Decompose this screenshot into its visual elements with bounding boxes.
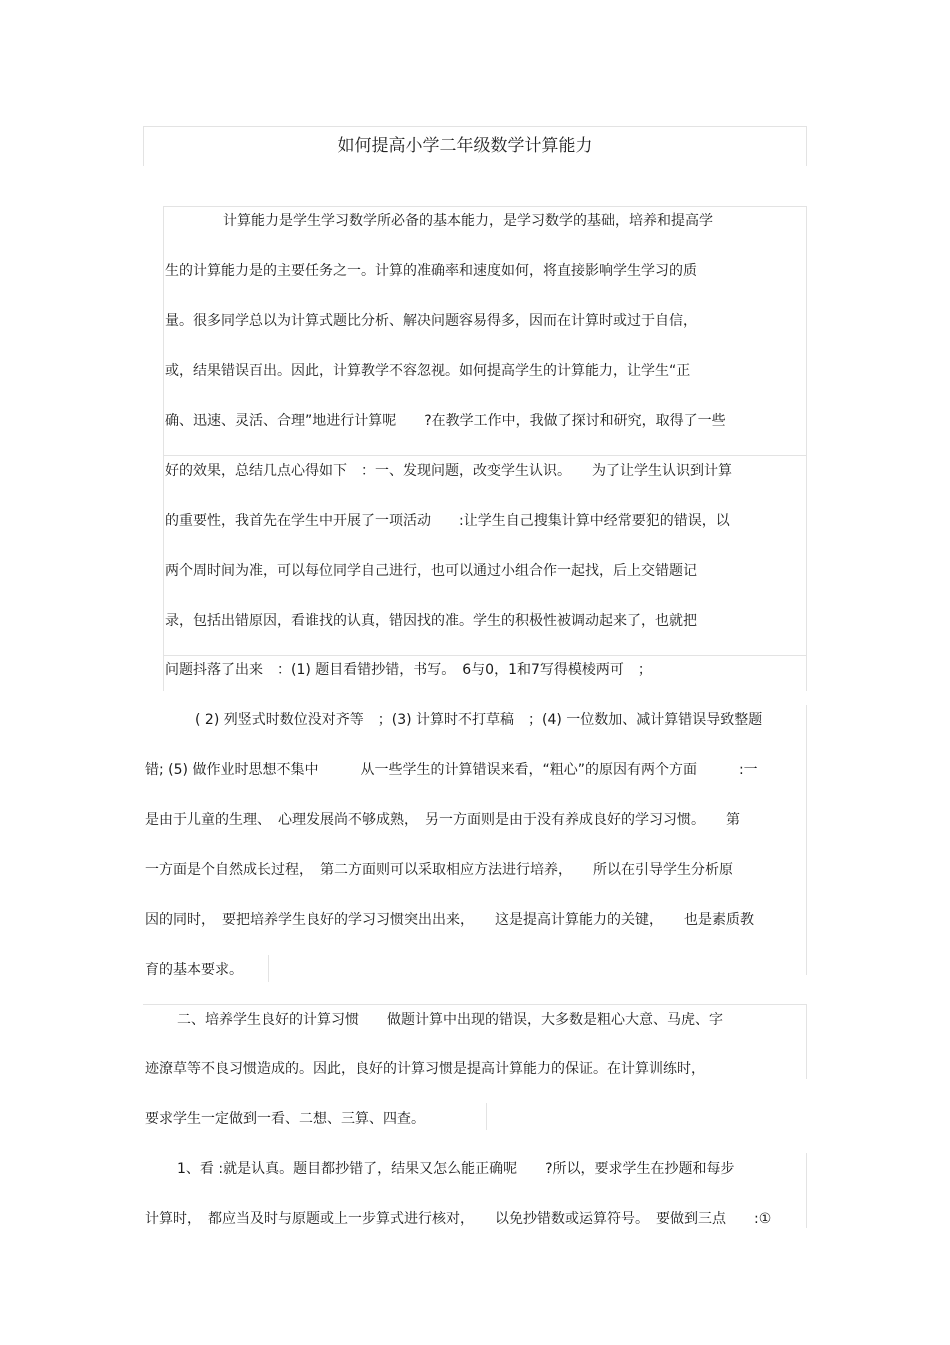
paragraph-line: 的重要性，我首先在学生中开展了一项活动 :让学生自己搜集计算中经常要犯的错误，以 <box>165 513 730 529</box>
paragraph-line: 错; (5) 做作业时思想不集中 从一些学生的计算错误来看，“粗心”的原因有两个方面 :一 <box>145 762 758 778</box>
paragraph-line: 两个周时间为准，可以每位同学自己进行，也可以通过小组合作一起找，后上交错题记 <box>165 563 697 579</box>
rule <box>268 955 269 982</box>
paragraph-line: ( 2) 列竖式时数位没对齐等 ；(3) 计算时不打草稿 ；(4) 一位数加、减计算错误导致整题 <box>195 712 763 728</box>
rule <box>163 206 806 207</box>
paragraph-line: 问题抖落了出来 ：(1) 题目看错抄错，书写。 6与0，1和7写得模棱两可 ； <box>165 662 652 678</box>
rule <box>806 206 807 691</box>
paragraph-line: 好的效果，总结几点心得如下 ：一、发现问题，改变学生认识。 为了让学生认识到计算 <box>165 463 732 479</box>
paragraph-line: 育的基本要求。 <box>145 962 243 978</box>
paragraph-line: 1、看 :就是认真。题目都抄错了，结果又怎么能正确呢 ?所以，要求学生在抄题和每步 <box>177 1161 735 1177</box>
section-heading-line: 二、培养学生良好的计算习惯 做题计算中出现的错误，大多数是粗心大意、马虎、字 <box>177 1012 723 1028</box>
paragraph-line: 是由于儿童的生理、 心理发展尚不够成熟， 另一方面则是由于没有养成良好的学习习惯。 第 <box>145 812 740 828</box>
paragraph-line: 量。很多同学总以为计算式题比分析、解决问题容易得多，因而在计算时或过于自信， <box>165 313 697 329</box>
rule <box>806 1153 807 1228</box>
rule <box>143 1004 806 1005</box>
rule <box>163 455 806 456</box>
paragraph-line: 计算时， 都应当及时与原题或上一步算式进行核对， 以免抄错数或运算符号。 要做到三点 :① <box>145 1211 772 1227</box>
paragraph-line: 迹潦草等不良习惯造成的。因此，良好的计算习惯是提高计算能力的保证。在计算训练时， <box>145 1061 705 1077</box>
paragraph-line: 因的同时， 要把培养学生良好的学习习惯突出出来， 这是提高计算能力的关键， 也是素质教 <box>145 912 754 928</box>
document-title: 如何提高小学二年级数学计算能力 <box>337 136 593 156</box>
rule <box>163 206 164 691</box>
paragraph-line: 生的计算能力是的主要任务之一。计算的准确率和速度如何，将直接影响学生学习的质 <box>165 263 697 279</box>
paragraph-line: 计算能力是学生学习数学所必备的基本能力，是学习数学的基础，培养和提高学 <box>223 213 713 229</box>
rule <box>143 126 806 127</box>
rule <box>806 705 807 975</box>
paragraph-line: 确、迅速、灵活、合理”地进行计算呢 ?在教学工作中，我做了探讨和研究，取得了一些 <box>165 413 726 429</box>
paragraph-line: 或，结果错误百出。因此，计算教学不容忽视。如何提高学生的计算能力，让学生“正 <box>165 363 691 379</box>
paragraph-line: 录，包括出错原因，看谁找的认真，错因找的准。学生的积极性被调动起来了，也就把 <box>165 613 697 629</box>
paragraph-line: 要求学生一定做到一看、二想、三算、四查。 <box>145 1111 425 1127</box>
rule <box>486 1103 487 1130</box>
paragraph-line: 一方面是个自然成长过程， 第二方面则可以采取相应方法进行培养， 所以在引导学生分析原 <box>145 862 733 878</box>
rule <box>163 655 806 656</box>
rule <box>806 1004 807 1079</box>
